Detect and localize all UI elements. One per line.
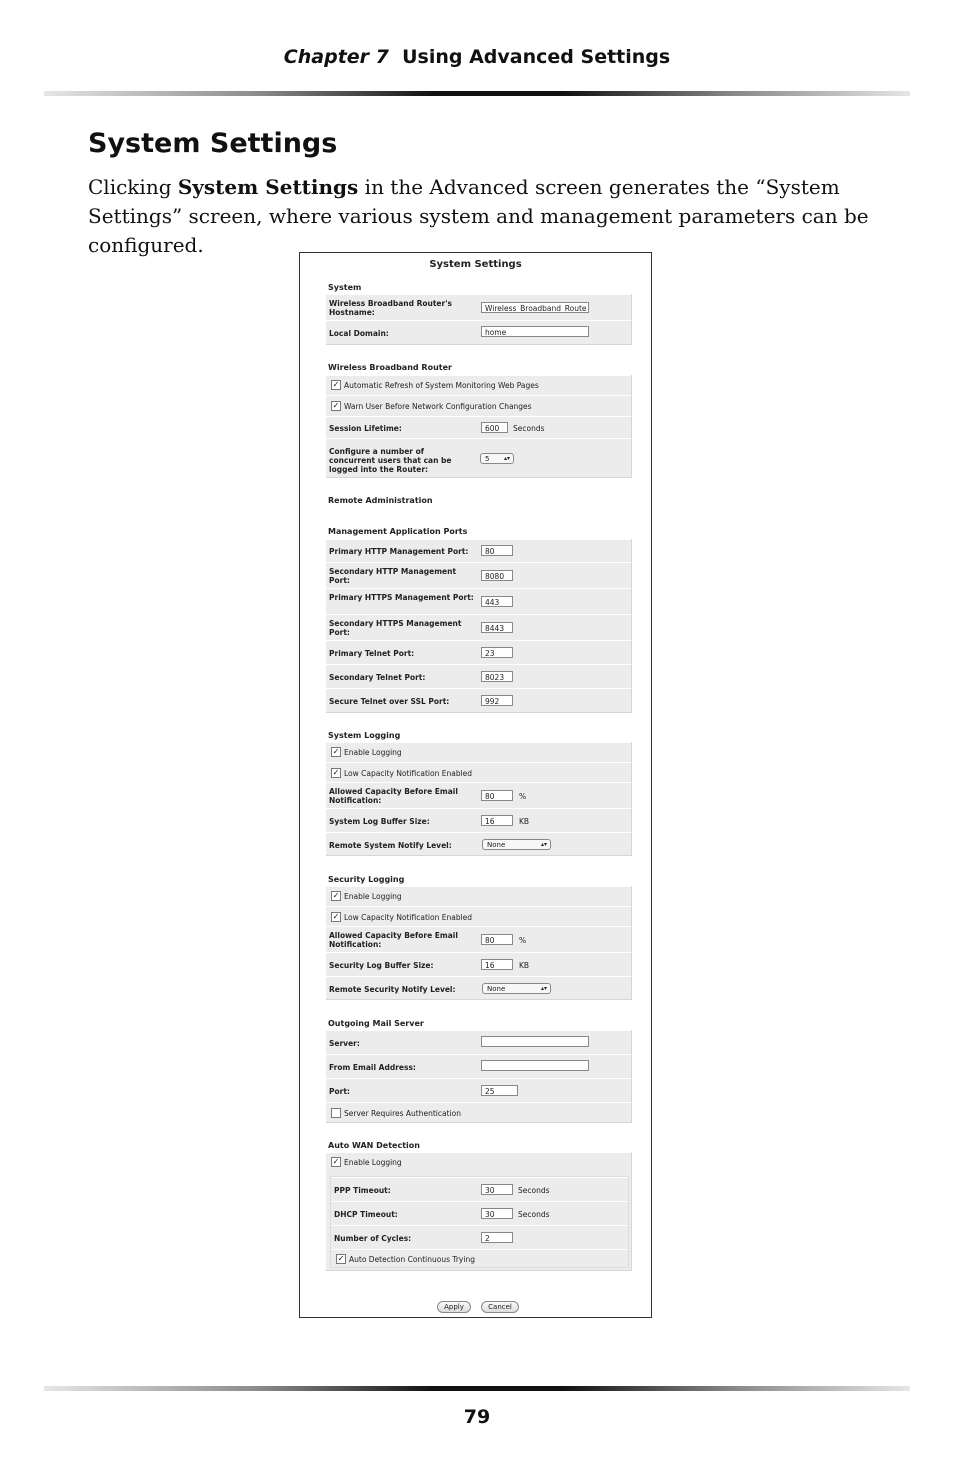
wan-continuous-option[interactable]	[336, 1254, 475, 1264]
wan-inner-box	[330, 1176, 629, 1268]
sec-allowed-input[interactable]: 80	[481, 934, 513, 945]
sys-enable-option[interactable]	[331, 747, 402, 757]
sys-enable-label: Enable Logging	[344, 747, 402, 757]
auto-refresh-label: Automatic Refresh of System Monitoring Web Pages	[344, 380, 539, 390]
wan-dhcp-unit: Seconds	[518, 1210, 550, 1219]
domain-row	[326, 320, 631, 345]
port-row	[326, 688, 631, 713]
sec-allowed-label: Allowed Capacity Before Email Notification:	[329, 931, 458, 949]
intro-suffix: in the Advanced screen generates the “System Settings” screen, where various system and management parameters can be configured.	[88, 175, 869, 257]
auto-refresh-option[interactable]	[331, 380, 539, 390]
sec-buffer-label: Security Log Buffer Size:	[329, 961, 434, 970]
wan-cycles-row	[331, 1225, 628, 1250]
wan-enable-row	[326, 1152, 631, 1173]
group-system-logging: System Logging	[328, 731, 401, 740]
mail-from-label: From Email Address:	[329, 1063, 416, 1072]
sys-lowcap-checkbox[interactable]: ✓	[332, 768, 340, 777]
wan-cycles-label: Number of Cycles:	[334, 1234, 412, 1243]
select-arrows-icon: ▴▾	[540, 985, 547, 992]
group-mail: Outgoing Mail Server	[328, 1019, 424, 1028]
warn-user-row	[326, 395, 631, 417]
wan-continuous-row	[331, 1249, 628, 1268]
sys-lowcap-option[interactable]	[331, 768, 472, 778]
sec-enable-row	[326, 886, 631, 907]
users-stepper[interactable]	[480, 453, 514, 464]
port-row	[326, 539, 631, 563]
wan-continuous-label: Auto Detection Continuous Trying	[349, 1254, 475, 1264]
sec-notify-label: Remote Security Notify Level:	[329, 985, 456, 994]
screen-title: System Settings	[429, 259, 522, 270]
mail-port-label: Port:	[329, 1087, 350, 1096]
system-settings-screenshot	[299, 252, 652, 1318]
mail-auth-checkbox[interactable]	[331, 1108, 341, 1118]
group-router: Wireless Broadband Router	[328, 363, 452, 372]
session-row	[326, 416, 631, 439]
session-unit: Seconds	[513, 424, 545, 433]
auto-refresh-checkbox[interactable]: ✓	[332, 380, 340, 389]
port-label: Secondary HTTPS Management Port:	[329, 619, 462, 637]
sec-buffer-row	[326, 952, 631, 977]
session-input[interactable]: 600	[481, 422, 508, 433]
sec-enable-checkbox[interactable]: ✓	[332, 891, 340, 900]
sys-notify-value: None	[487, 841, 506, 849]
sec-enable-label: Enable Logging	[344, 891, 402, 901]
ports-box	[326, 539, 632, 713]
port-input[interactable]: 8080	[481, 570, 513, 581]
system-logging-box	[326, 742, 632, 856]
sys-notify-select[interactable]	[482, 839, 551, 850]
sys-lowcap-label: Low Capacity Notification Enabled	[344, 768, 473, 778]
sys-buffer-label: System Log Buffer Size:	[329, 817, 430, 826]
port-label: Primary Telnet Port:	[329, 649, 415, 658]
wan-cycles-input[interactable]: 2	[481, 1232, 513, 1243]
chapter-title: Using Advanced Settings	[402, 46, 671, 68]
port-input[interactable]: 992	[481, 695, 513, 706]
sys-allowed-input[interactable]: 80	[481, 790, 513, 801]
warn-user-checkbox[interactable]: ✓	[332, 401, 340, 410]
page-number: 79	[463, 1406, 491, 1428]
domain-input[interactable]: home	[481, 326, 589, 337]
mail-auth-label: Server Requires Authentication	[344, 1108, 461, 1118]
sys-buffer-input[interactable]: 16	[481, 815, 513, 826]
users-label: Configure a number of concurrent users that can be logged into the Router:	[329, 447, 452, 474]
sec-buffer-unit: KB	[519, 961, 530, 970]
warn-user-label: Warn User Before Network Configuration Changes	[344, 401, 532, 411]
wan-continuous-checkbox[interactable]: ✓	[337, 1254, 345, 1263]
port-row	[326, 562, 631, 589]
domain-label: Local Domain:	[329, 329, 389, 338]
port-label: Secondary Telnet Port:	[329, 673, 426, 682]
security-logging-box	[326, 886, 632, 1000]
port-input[interactable]: 80	[481, 545, 513, 556]
group-wan: Auto WAN Detection	[328, 1141, 420, 1150]
mail-from-row	[326, 1054, 631, 1079]
hostname-label: Wireless Broadband Router's Hostname:	[329, 299, 452, 317]
sec-lowcap-label: Low Capacity Notification Enabled	[344, 912, 473, 922]
select-arrows-icon: ▴▾	[540, 841, 547, 848]
router-box	[326, 375, 632, 478]
sec-buffer-input[interactable]: 16	[481, 959, 513, 970]
sys-notify-row	[326, 832, 631, 856]
sec-lowcap-checkbox[interactable]: ✓	[332, 912, 340, 921]
sec-enable-option[interactable]	[331, 891, 402, 901]
users-value: 5	[485, 455, 490, 463]
sys-allowed-row	[326, 782, 631, 809]
wan-ppp-label: PPP Timeout:	[334, 1186, 391, 1195]
port-label: Primary HTTPS Management Port:	[329, 593, 474, 602]
port-label: Secure Telnet over SSL Port:	[329, 697, 450, 706]
mail-server-label: Server:	[329, 1039, 360, 1048]
wan-dhcp-row	[331, 1201, 628, 1226]
wan-ppp-unit: Seconds	[518, 1186, 550, 1195]
group-system: System	[328, 283, 362, 292]
sec-notify-select[interactable]	[482, 983, 551, 994]
wan-box	[326, 1152, 632, 1271]
mail-port-row	[326, 1078, 631, 1103]
wan-ppp-input[interactable]: 30	[481, 1184, 513, 1195]
intro-bold: System Settings	[177, 175, 359, 199]
chapter-header	[0, 46, 954, 68]
mail-box	[326, 1030, 632, 1123]
wan-ppp-row	[331, 1177, 628, 1202]
sec-allowed-row	[326, 926, 631, 953]
port-input[interactable]: 8443	[481, 622, 513, 633]
mail-server-row	[326, 1030, 631, 1055]
mail-from-input[interactable]	[481, 1060, 589, 1071]
port-row	[326, 640, 631, 665]
sec-lowcap-row	[326, 906, 631, 927]
wan-dhcp-label: DHCP Timeout:	[334, 1210, 398, 1219]
cancel-button[interactable]: Cancel	[481, 1301, 519, 1313]
mail-port-input[interactable]: 25	[481, 1085, 518, 1096]
footer-rule	[44, 1386, 910, 1391]
sys-buffer-unit: KB	[519, 817, 530, 826]
sys-lowcap-row	[326, 762, 631, 783]
sys-buffer-row	[326, 808, 631, 833]
wan-enable-checkbox[interactable]: ✓	[332, 1157, 340, 1166]
wan-dhcp-input[interactable]: 30	[481, 1208, 513, 1219]
hostname-row	[326, 294, 631, 321]
port-input[interactable]: 443	[481, 596, 513, 607]
mail-auth-option[interactable]	[331, 1108, 461, 1118]
mail-auth-row	[326, 1102, 631, 1123]
intro-prefix: Clicking	[88, 175, 178, 199]
sec-notify-row	[326, 976, 631, 1000]
wan-enable-option[interactable]	[331, 1157, 402, 1167]
sys-notify-label: Remote System Notify Level:	[329, 841, 452, 850]
session-label: Session Lifetime:	[329, 424, 402, 433]
system-box	[326, 294, 632, 345]
port-row	[326, 664, 631, 689]
hostname-input[interactable]: Wireless_Broadband_Route	[481, 302, 589, 313]
port-input[interactable]: 23	[481, 647, 513, 658]
sys-allowed-unit: %	[519, 792, 527, 801]
sys-allowed-label: Allowed Capacity Before Email Notification:	[329, 787, 458, 805]
sec-notify-value: None	[487, 985, 506, 993]
stepper-icon: ▴▾	[503, 455, 510, 462]
port-label: Secondary HTTP Management Port:	[329, 567, 457, 585]
chapter-number: Chapter 7	[283, 46, 389, 68]
sys-enable-checkbox[interactable]: ✓	[332, 747, 340, 756]
wan-enable-label: Enable Logging	[344, 1157, 402, 1167]
sec-lowcap-option[interactable]	[331, 912, 472, 922]
users-row	[326, 438, 631, 477]
port-input[interactable]: 8023	[481, 671, 513, 682]
warn-user-option[interactable]	[331, 401, 532, 411]
port-row	[326, 614, 631, 641]
auto-refresh-row	[326, 375, 631, 396]
mail-server-input[interactable]	[481, 1036, 589, 1047]
sec-allowed-unit: %	[519, 936, 527, 945]
port-label: Primary HTTP Management Port:	[329, 547, 469, 556]
port-row	[326, 588, 631, 615]
header-rule	[44, 91, 910, 96]
sys-enable-row	[326, 742, 631, 763]
group-security-logging: Security Logging	[328, 875, 405, 884]
intro-paragraph	[88, 173, 878, 260]
apply-button[interactable]: Apply	[437, 1301, 471, 1313]
group-ports: Management Application Ports	[328, 527, 468, 536]
section-title: System Settings	[88, 128, 338, 159]
group-remote-admin: Remote Administration	[328, 496, 433, 505]
